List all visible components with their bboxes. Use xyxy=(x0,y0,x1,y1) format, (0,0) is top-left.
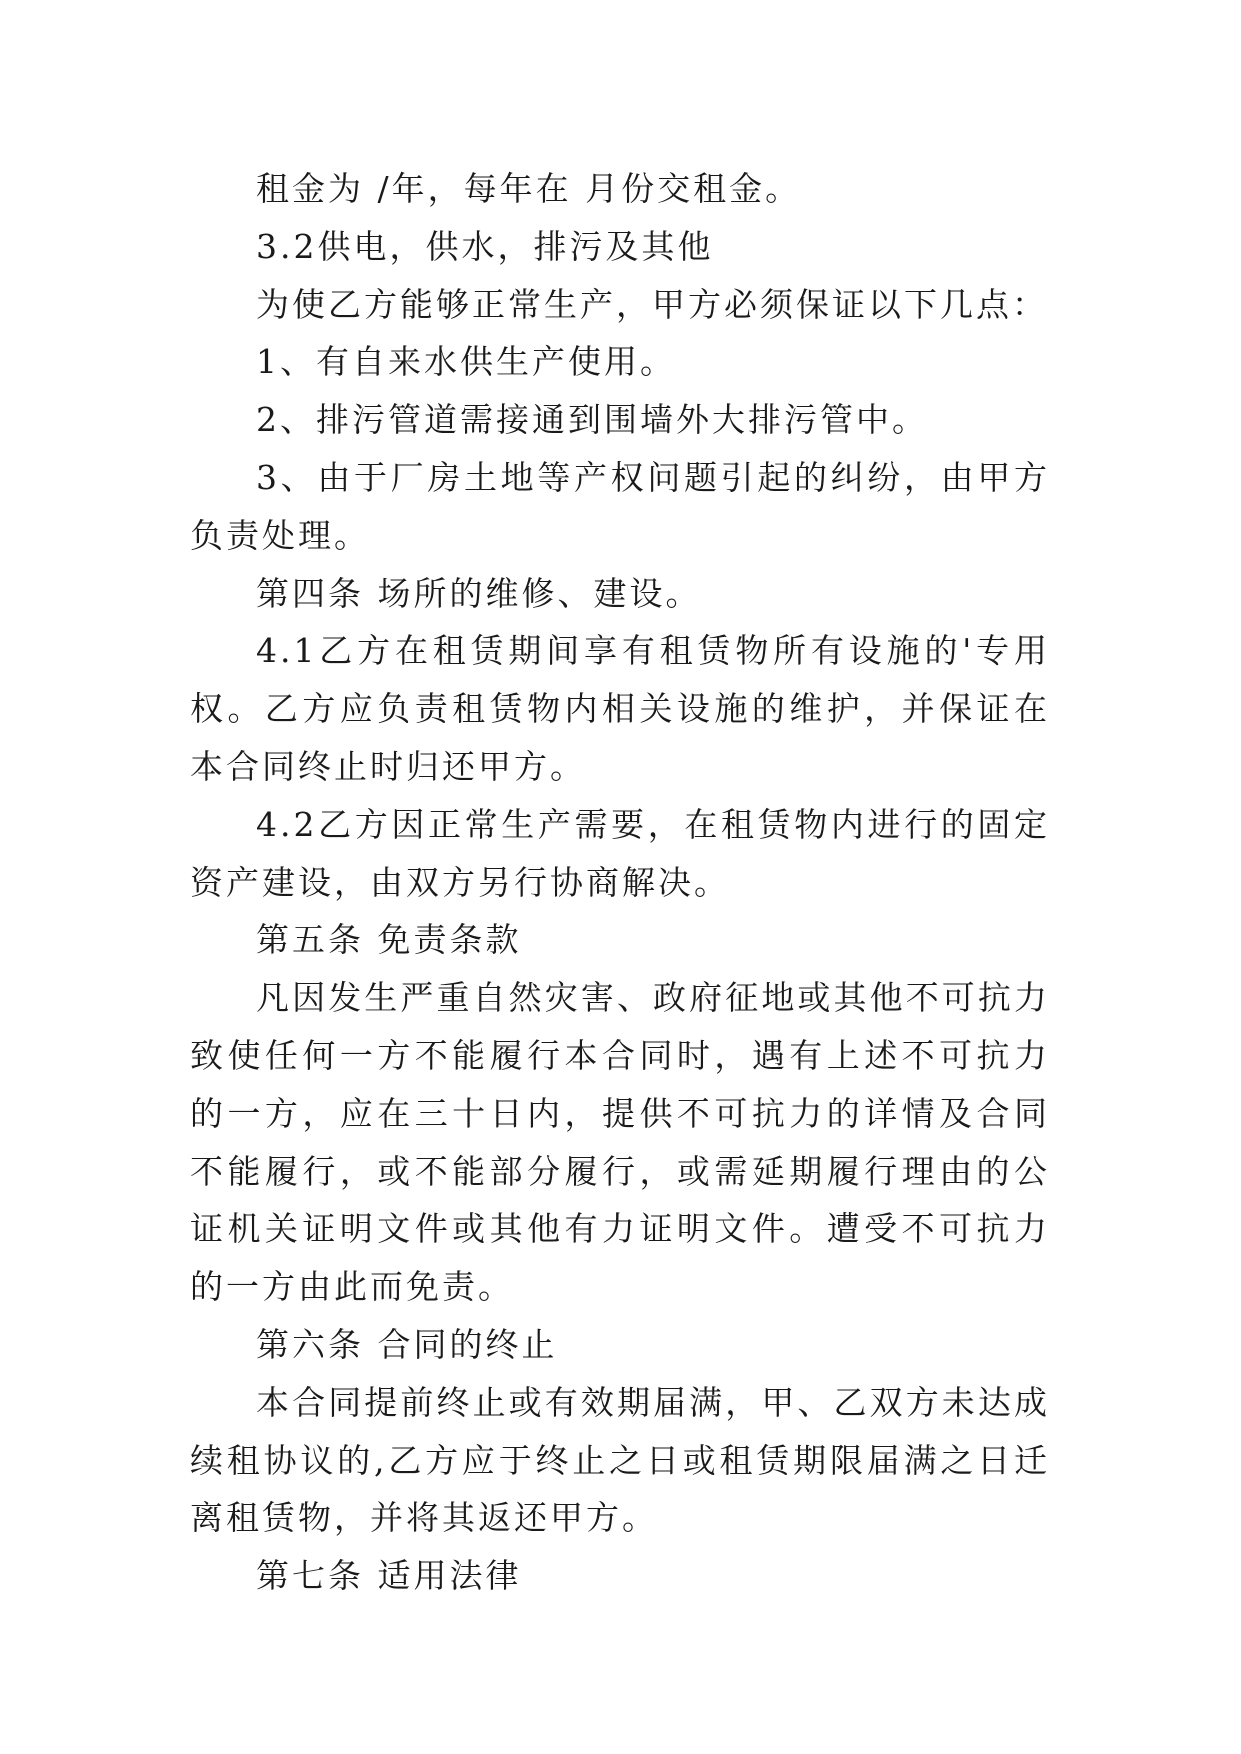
section-heading-article-6: 第六条 合同的终止 xyxy=(256,1324,558,1364)
paragraph-force-majeure: 凡因发生严重自然灾害、政府征地或其他不可抗力致使任何一方不能履行本合同时，遇有上述不可抗力的一方，应在三十日内，提供不可抗力的详情及合同不能履行，或不能部分履行，或需延期履行理由的公证机关证明文件或其他有力证明文件。遭受不可抗力的一方由此而免责。 xyxy=(190,978,1050,1307)
paragraph-4-2: 4.2乙方因正常生产需要，在租赁物内进行的固定资产建设，由双方另行协商解决。 xyxy=(190,804,1050,902)
paragraph-termination: 本合同提前终止或有效期届满，甲、乙双方未达成续租协议的,乙方应于终止之日或租赁期限届满之日迁离租赁物，并将其返还甲方。 xyxy=(190,1382,1050,1538)
section-heading-article-4: 第四条 场所的维修、建设。 xyxy=(256,573,702,613)
paragraph-item-2: 2、排污管道需接通到围墙外大排污管中。 xyxy=(256,400,928,440)
section-heading-article-7: 第七条 适用法律 xyxy=(256,1556,522,1596)
section-heading-article-5: 第五条 免责条款 xyxy=(256,920,522,960)
paragraph-guarantee-intro: 为使乙方能够正常生产，甲方必须保证以下几点： xyxy=(256,284,1048,324)
paragraph-rent: 租金为 /年，每年在 月份交租金。 xyxy=(256,169,802,208)
paragraph-utilities-heading: 3.2供电，供水，排污及其他 xyxy=(256,226,714,266)
paragraph-item-1: 1、有自来水供生产使用。 xyxy=(256,342,676,382)
paragraph-item-3: 3、由于厂房土地等产权问题引起的纠纷，由甲方负责处理。 xyxy=(190,457,1050,555)
paragraph-4-1: 4.1乙方在租赁期间享有租赁物所有设施的'专用权。乙方应负责租赁物内相关设施的维护，并保证在本合同终止时归还甲方。 xyxy=(190,631,1050,786)
document-body xyxy=(190,160,1050,1605)
